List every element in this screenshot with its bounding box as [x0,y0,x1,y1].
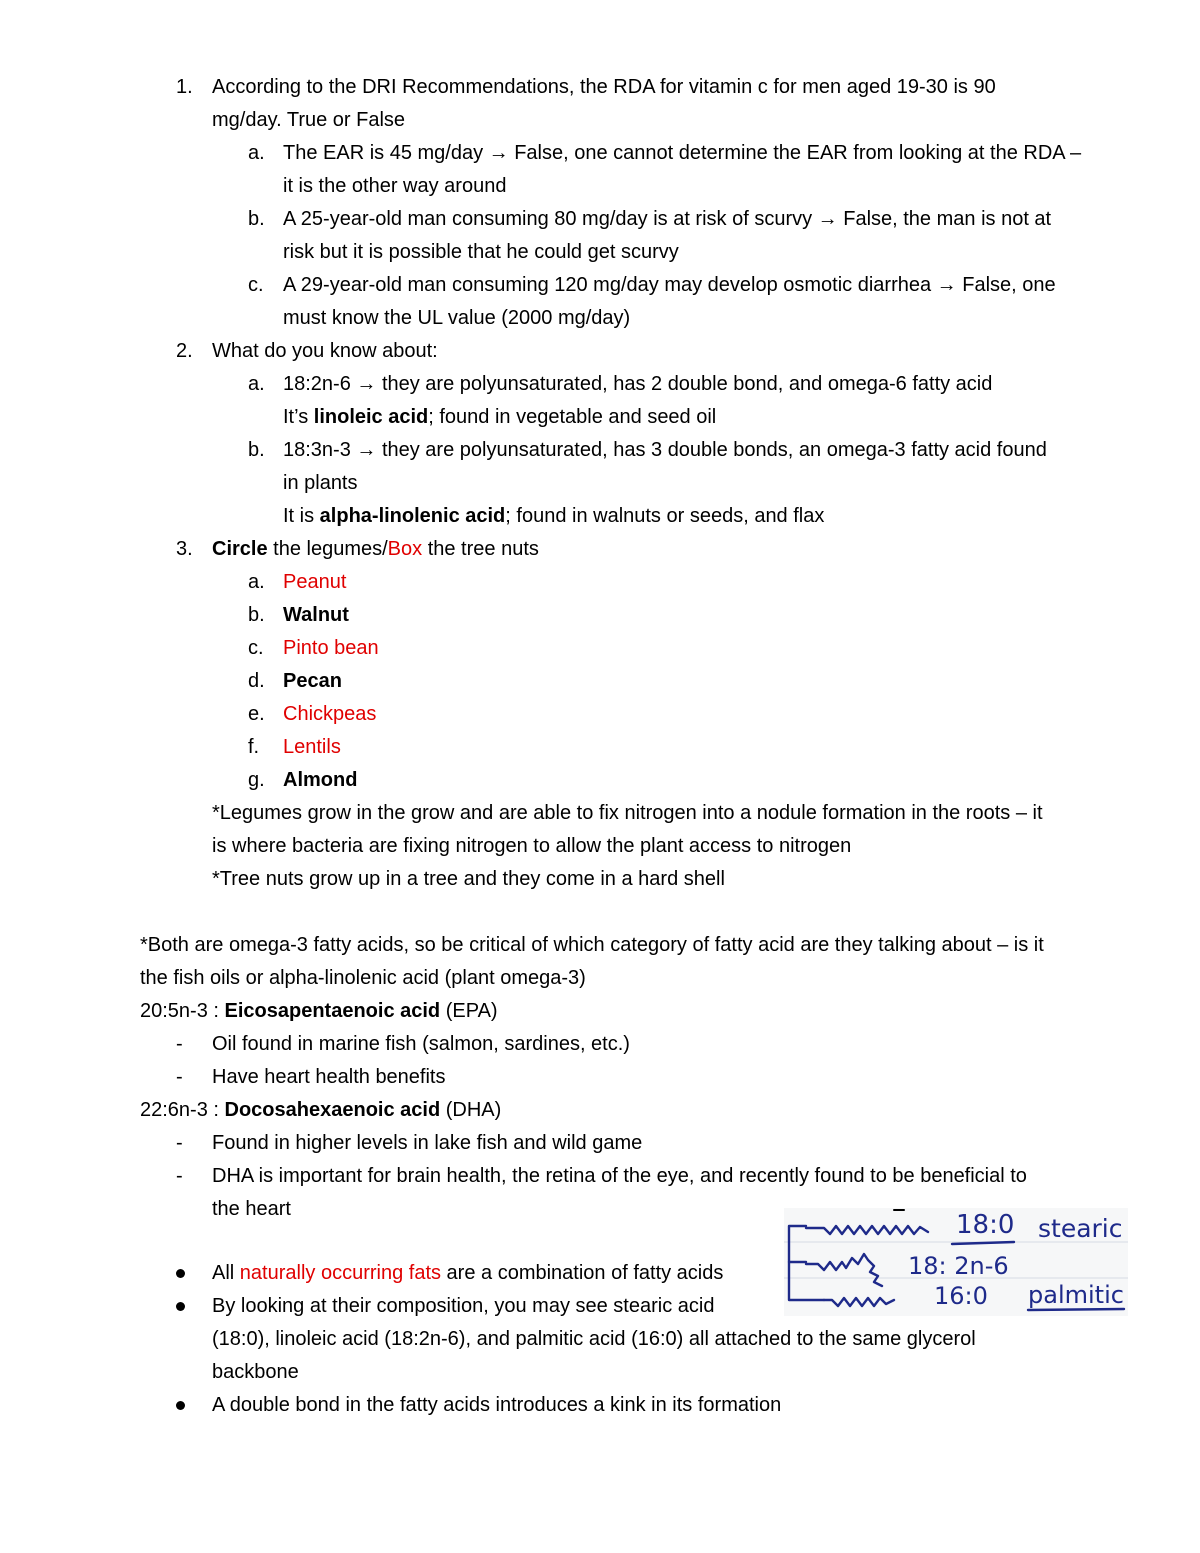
q3e-letter: e. [248,703,265,725]
omega-note-line2: the fish oils or alpha-linolenic acid (plant omega-3) [140,967,586,989]
bullet-2-line2: (18:0), linoleic acid (18:2n-6), and palmitic acid (16:0) all attached to the same glycerol [212,1328,976,1350]
q2a-text-line2: It’s linoleic acid; found in vegetable and seed oil [283,406,717,428]
legume-chickpeas: Chickpeas [283,703,377,725]
q2-text: What do you know about: [212,340,438,362]
q1-text-line2: mg/day. True or False [212,109,406,131]
q1c-letter: c. [248,274,264,296]
treenuts-note: *Tree nuts grow up in a tree and they come in a hard shell [212,868,725,890]
q1-number: 1. [176,76,193,98]
label-palmitic: palmitic [1028,1281,1124,1309]
legume-pinto-bean: Pinto bean [283,637,379,659]
bullet-dot-2 [176,1302,185,1311]
epa-dash-1: - [176,1033,183,1055]
q3d-letter: d. [248,670,265,692]
bullet-2-line1: By looking at their composition, you may see stearic acid [212,1295,715,1317]
bullet-dot-1 [176,1269,185,1278]
dha-item-2-line2: the heart [212,1198,291,1220]
epa-heading: 20:5n-3 : Eicosapentaenoic acid (EPA) [140,1000,498,1022]
dha-dash-2: - [176,1165,183,1187]
epa-item-2: Have heart health benefits [212,1066,446,1088]
bullet-dot-3 [176,1401,185,1410]
q1a-letter: a. [248,142,265,164]
q3g-letter: g. [248,769,265,791]
q3-number: 3. [176,538,193,560]
q1b-text-line2: risk but it is possible that he could get scurvy [283,241,679,263]
q3f-letter: f. [248,736,260,758]
epa-dash-2: - [176,1066,183,1088]
q3a-letter: a. [248,571,265,593]
alpha-linolenic-term: alpha-linolenic acid [319,505,506,527]
bullet-1-text: All naturally occurring fats are a combination of fatty acids [212,1262,724,1284]
q2a-text-line1: 18:2n-6 → they are polyunsaturated, has 2 double bond, and omega-6 fatty acid [283,373,993,395]
treenut-walnut: Walnut [283,604,349,626]
q2b-letter: b. [248,439,265,461]
legume-peanut: Peanut [283,571,347,593]
triglyceride-sketch [784,1208,1128,1316]
legumes-note-line1: *Legumes grow in the grow and are able to fix nitrogen into a nodule formation in the roots – it [212,802,1043,824]
legume-lentils: Lentils [283,736,341,758]
treenut-almond: Almond [283,769,358,791]
epa-item-1: Oil found in marine fish (salmon, sardines, etc.) [212,1033,630,1055]
q1a-text-line2: it is the other way around [283,175,507,197]
label-18-2n-6: 18: 2n-6 [908,1252,1009,1280]
q1b-text-line1: A 25-year-old man consuming 80 mg/day is at risk of scurvy → False, the man is not at [283,208,1052,230]
legumes-note-line2: is where bacteria are fixing nitrogen to allow the plant access to nitrogen [212,835,852,857]
q1c-text-line1: A 29-year-old man consuming 120 mg/day may develop osmotic diarrhea → False, one [283,274,1056,296]
q1c-text-line2: must know the UL value (2000 mg/day) [283,307,631,329]
linoleic-acid-term: linoleic acid [313,406,429,428]
omega-note-line1: *Both are omega-3 fatty acids, so be critical of which category of fatty acid are they talking about – is it [140,934,1044,956]
bullet-3-text: A double bond in the fatty acids introduces a kink in its formation [212,1394,782,1416]
dha-heading: 22:6n-3 : Docosahexaenoic acid (DHA) [140,1099,502,1121]
dha-item-2-line1: DHA is important for brain health, the retina of the eye, and recently found to be beneficial to [212,1165,1027,1187]
treenut-pecan: Pecan [283,670,342,692]
q2a-letter: a. [248,373,265,395]
label-stearic: stearic [1038,1214,1123,1243]
q3b-letter: b. [248,604,265,626]
q1b-letter: b. [248,208,265,230]
q2b-text-line2: in plants [283,472,358,494]
q2b-text-line3: It is alpha-linolenic acid; found in walnuts or seeds, and flax [283,505,825,527]
dha-dash-1: - [176,1132,183,1154]
q3c-letter: c. [248,637,264,659]
q3-text: Circle the legumes/Box the tree nuts [212,538,539,560]
dha-item-1: Found in higher levels in lake fish and wild game [212,1132,643,1154]
q1-text-line1: According to the DRI Recommendations, the RDA for vitamin c for men aged 19-30 is 90 [212,76,996,98]
q2-number: 2. [176,340,193,362]
label-18-0: 18:0 [956,1210,1015,1240]
q1a-text-line1: The EAR is 45 mg/day → False, one cannot determine the EAR from looking at the RDA – [283,142,1082,164]
q2b-text-line1: 18:3n-3 → they are polyunsaturated, has 3 double bonds, an omega-3 fatty acid found [283,439,1047,461]
bullet-2-line3: backbone [212,1361,299,1383]
label-16-0: 16:0 [934,1282,988,1310]
